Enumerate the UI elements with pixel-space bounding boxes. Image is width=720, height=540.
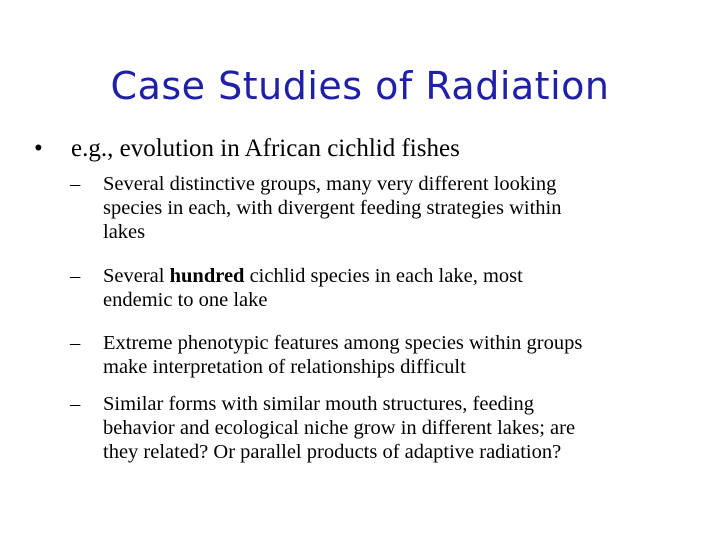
dash-marker: – [70,393,81,415]
text-line: endemic to one lake [103,289,268,311]
text-line: lakes [103,221,146,243]
text-line: Several distinctive groups, many very different looking [103,173,557,195]
dash-marker: – [70,265,81,287]
text-after-bold: cichlid species in each lake, most [244,265,523,287]
bullet-marker: • [34,135,43,162]
text-line: Similar forms with similar mouth structures, feeding [103,393,535,415]
text-line [103,264,693,288]
dash-marker: – [70,173,81,195]
text-line: Extreme phenotypic features among species within groups [103,332,583,354]
sub-bullet-text [103,172,693,244]
main-bullet-text: e.g., evolution in African cichlid fishes [71,135,460,162]
text-before-bold: Several [103,265,170,287]
text-line: make interpretation of relationships difficult [103,356,466,378]
sub-bullet-text [103,392,693,464]
text-line: they related? Or parallel products of adaptive radiation? [103,441,562,463]
sub-bullet-text [103,331,693,379]
text-line: behavior and ecological niche grow in different lakes; are [103,417,576,439]
sub-bullet-text [103,264,693,312]
slide-title: Case Studies of Radiation [110,64,610,108]
dash-marker: – [70,332,81,354]
text-line: species in each, with divergent feeding strategies within [103,197,562,219]
bold-emphasis: hundred [169,265,245,287]
